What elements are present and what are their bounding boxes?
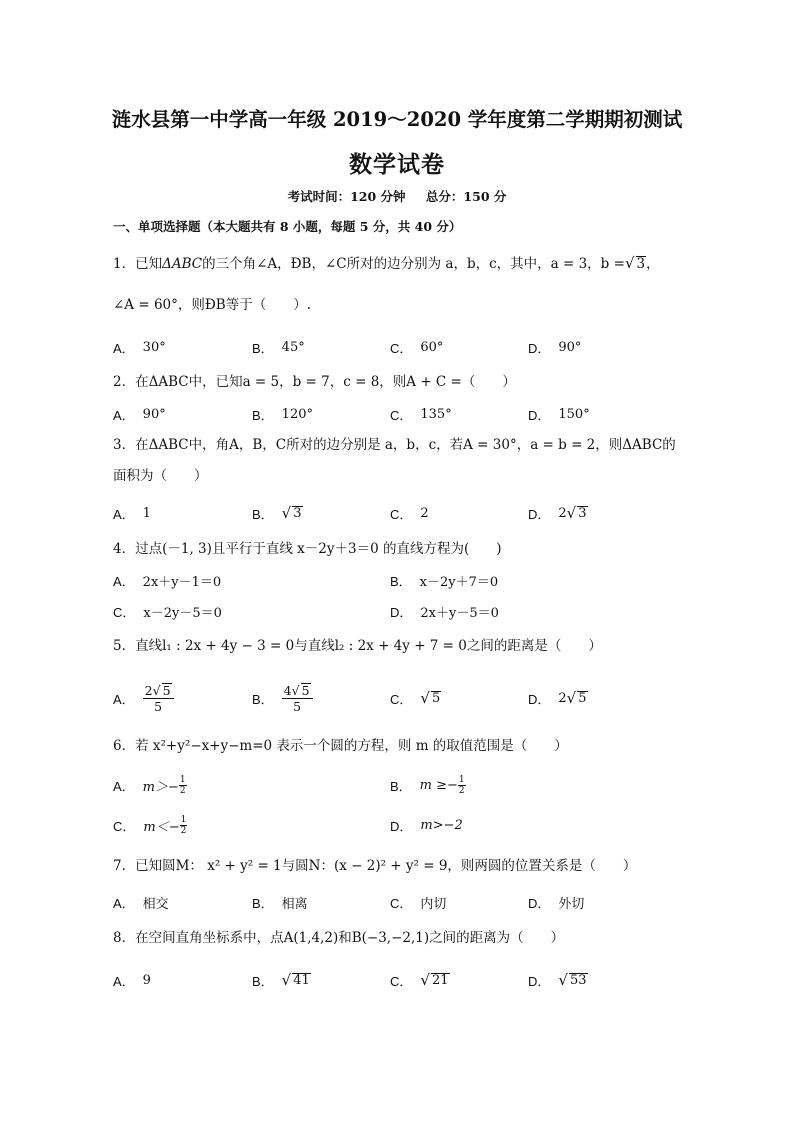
question-3-options xyxy=(113,502,713,524)
q8-option-b[interactable]: B． √ 41 xyxy=(252,971,310,989)
question-2-stem: 2．在ΔABC中，已知a = 5，b = 7，c = 8，则A + C =（ ） xyxy=(113,374,516,390)
question-1-line-1 xyxy=(113,253,693,274)
q5-option-c[interactable]: C． √ 5 xyxy=(390,689,441,707)
sqrt-icon: √ xyxy=(420,971,430,989)
question-1-options xyxy=(113,336,713,358)
q7-option-b[interactable]: B． 相离 xyxy=(252,895,308,912)
sqrt-icon: √ xyxy=(624,254,635,272)
q1-text-c: 的三个角∠A，ÐB，∠C所对的边分别为 a，b，c，其中，a = 3，b = xyxy=(202,256,625,272)
q5-option-b[interactable]: B． $\frac{4√ 5}{5}$ xyxy=(252,680,313,716)
q6-b-fraction: $\frac{1}{2}$ xyxy=(458,774,465,796)
question-5-stem: 5．直线l₁ : 2x + 4y − 3 = 0与直线l₂ : 2x + 4y + 7 = 0之间的距离是（ ） xyxy=(113,638,602,654)
q6-option-a[interactable]: A． m＞− $\frac{1}{2}$ xyxy=(113,774,186,796)
q7-option-d[interactable]: D． 外切 xyxy=(528,895,585,912)
q4-option-c[interactable]: C． x－2y－5＝0 xyxy=(113,604,222,621)
question-3-line-1: 3．在ΔABC中，角A，B，C所对的边分别是 a，b，c，若A = 30°，a = b = 2，则ΔABC的 xyxy=(113,437,676,453)
sqrt-icon: √ xyxy=(566,689,577,707)
q4-option-d[interactable]: D． 2x＋y－5＝0 xyxy=(390,604,499,621)
q2-option-a[interactable]: A． 90° xyxy=(113,406,166,423)
q1-triangle: ΔABC xyxy=(162,256,203,272)
q7-option-c[interactable]: C． 内切 xyxy=(390,895,447,912)
sqrt-icon: √ xyxy=(291,682,300,698)
sqrt-icon: √ xyxy=(152,682,161,698)
exam-meta xyxy=(0,187,794,205)
q6-option-c[interactable]: C． m＜− $\frac{1}{2}$ xyxy=(113,814,187,836)
section-heading: 一、单项选择题（本大题共有 8 小题，每题 5 分，共 40 分） xyxy=(113,219,462,234)
q2-option-d[interactable]: D． 150° xyxy=(528,406,590,423)
q2-option-b[interactable]: B． 120° xyxy=(252,406,313,423)
question-7-stem: 7．已知圆M： x² + y² = 1与圆N：(x − 2)² + y² = 9，则两圆的位置关系是（ ） xyxy=(113,858,637,874)
question-1-line-2: ∠A = 60°，则ÐB等于（ ）. xyxy=(113,297,311,313)
question-3-line-2: 面积为（ ） xyxy=(113,468,208,484)
sqrt-icon: √ xyxy=(420,689,430,707)
q3-option-d[interactable]: D． 2 √ 3 xyxy=(528,504,587,522)
q5-option-a[interactable]: A． $\frac{2√ 5}{5}$ xyxy=(113,680,174,716)
q4-option-b[interactable]: B． x－2y＋7＝0 xyxy=(390,573,499,590)
question-8-options xyxy=(113,969,713,991)
q8-option-c[interactable]: C． √ 21 xyxy=(390,971,449,989)
q6-option-b[interactable]: B． m ≥− $\frac{1}{2}$ xyxy=(390,774,465,796)
q1-option-c[interactable]: C． 60° xyxy=(390,339,444,356)
q1-radicand: 3 xyxy=(636,256,646,272)
question-4-options-row-2 xyxy=(113,600,713,622)
question-7-options xyxy=(113,891,713,913)
question-6-stem: 6．若 x²+y²−x+y−m=0 表示一个圆的方程，则 m 的取值范围是（ ） xyxy=(113,738,568,754)
question-6-options-row-2 xyxy=(113,812,713,838)
q1-option-d[interactable]: D． 90° xyxy=(528,339,582,356)
q2-option-c[interactable]: C． 135° xyxy=(390,406,452,423)
sqrt-icon: √ xyxy=(566,504,577,522)
q6-a-fraction: $\frac{1}{2}$ xyxy=(179,774,186,796)
exam-title: 涟水县第一中学高一年级 2019～2020 学年度第二学期期初测试 xyxy=(111,108,683,131)
q3-option-c[interactable]: C． 2 xyxy=(390,505,429,522)
sqrt-icon: √ xyxy=(558,971,568,989)
q1-option-b[interactable]: B． 45° xyxy=(252,339,305,356)
question-4-options-row-1 xyxy=(113,569,713,591)
q1-option-a[interactable]: A． 30° xyxy=(113,339,166,356)
question-8-stem: 8．在空间直角坐标系中，点A(1,4,2)和B(−3,−2,1)之间的距离为（ ） xyxy=(113,930,565,946)
q8-option-d[interactable]: D． √ 53 xyxy=(528,971,587,989)
sqrt-icon: √ xyxy=(281,971,292,989)
q7-option-a[interactable]: A． 相交 xyxy=(113,895,169,912)
subject-title: 数学试卷 xyxy=(349,151,445,178)
q3-option-b[interactable]: B． √ 3 xyxy=(252,504,302,522)
q6-c-fraction: $\frac{1}{2}$ xyxy=(180,814,187,836)
q1-text-e: ， xyxy=(646,256,660,272)
q6-option-d[interactable]: D． m>−2 xyxy=(390,817,463,834)
q4-option-a[interactable]: A． 2x＋y－1＝0 xyxy=(113,573,222,590)
sqrt-icon: √ xyxy=(281,504,292,522)
q8-option-a[interactable]: A． 9 xyxy=(113,972,151,989)
q3-option-a[interactable]: A． 1 xyxy=(113,505,151,522)
q1-text-a: 1．已知 xyxy=(113,256,163,272)
question-5-options xyxy=(113,680,713,716)
question-4-stem: 4．过点(－1, 3)且平行于直线 x－2y＋3＝0 的直线方程为( ) xyxy=(113,541,502,557)
q5-a-fraction: $\frac{2√ 5}{5}$ xyxy=(143,683,174,714)
q5-b-fraction: $\frac{4√ 5}{5}$ xyxy=(282,683,313,714)
exam-time: 考试时间：120 分钟 xyxy=(287,189,406,204)
q5-option-d[interactable]: D． 2 √ 5 xyxy=(528,689,587,707)
question-6-options-row-1 xyxy=(113,772,713,798)
exam-total-score: 总分：150 分 xyxy=(425,189,507,204)
question-2-options xyxy=(113,403,713,425)
